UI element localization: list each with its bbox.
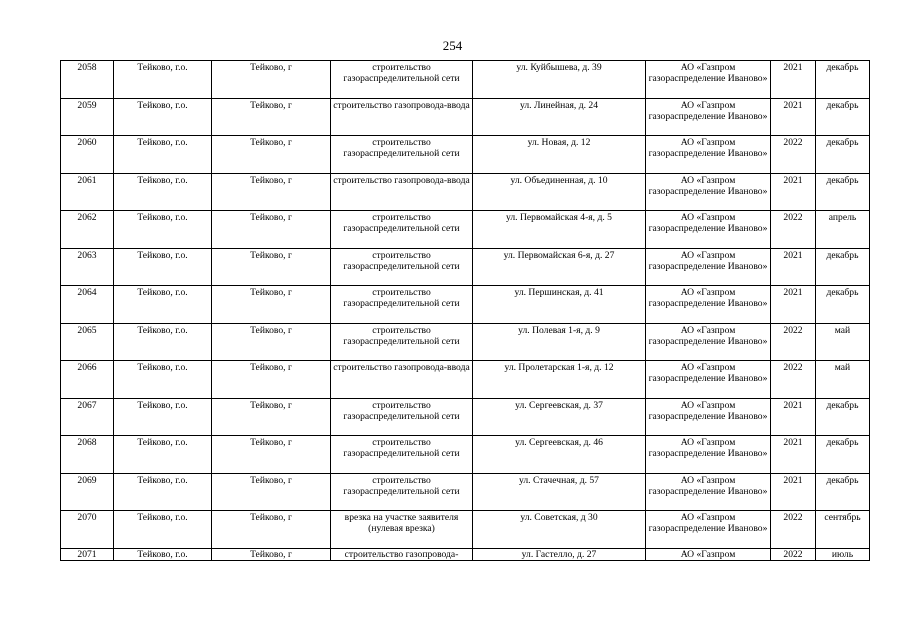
cell-locality: Тейково, г xyxy=(212,248,331,286)
cell-organization: АО «Газпром газораспределение Иваново» xyxy=(646,323,771,361)
cell-organization: АО «Газпром газораспределение Иваново» xyxy=(646,173,771,211)
cell-number: 2063 xyxy=(61,248,114,286)
cell-month: декабрь xyxy=(816,286,870,324)
table-row xyxy=(61,323,870,361)
cell-number: 2066 xyxy=(61,361,114,399)
cell-locality: Тейково, г xyxy=(212,436,331,474)
cell-number: 2070 xyxy=(61,511,114,549)
cell-organization: АО «Газпром газораспределение Иваново» xyxy=(646,511,771,549)
cell-organization: АО «Газпром газораспределение Иваново» xyxy=(646,211,771,249)
cell-district: Тейково, г.о. xyxy=(114,248,212,286)
cell-district: Тейково, г.о. xyxy=(114,286,212,324)
table-row xyxy=(61,473,870,511)
cell-year: 2022 xyxy=(771,211,816,249)
cell-address: ул. Сергеевская, д. 37 xyxy=(473,398,646,436)
table-row xyxy=(61,173,870,211)
table-row xyxy=(61,286,870,324)
cell-number: 2068 xyxy=(61,436,114,474)
cell-organization: АО «Газпром газораспределение Иваново» xyxy=(646,436,771,474)
cell-address: ул. Линейная, д. 24 xyxy=(473,98,646,136)
cell-number: 2065 xyxy=(61,323,114,361)
cell-address: ул. Сергеевская, д. 46 xyxy=(473,436,646,474)
cell-district: Тейково, г.о. xyxy=(114,398,212,436)
cell-work-type: строительство газораспределительной сети xyxy=(331,248,473,286)
cell-address: ул. Пролетарская 1-я, д. 12 xyxy=(473,361,646,399)
cell-locality: Тейково, г xyxy=(212,323,331,361)
table-row xyxy=(61,436,870,474)
cell-address: ул. Первомайская 4-я, д. 5 xyxy=(473,211,646,249)
cell-locality: Тейково, г xyxy=(212,473,331,511)
cell-organization: АО «Газпром газораспределение Иваново» xyxy=(646,398,771,436)
cell-month: декабрь xyxy=(816,436,870,474)
cell-year: 2022 xyxy=(771,136,816,174)
cell-number: 2059 xyxy=(61,98,114,136)
cell-work-type: врезка на участке заявителя (нулевая врезка) xyxy=(331,511,473,549)
cell-month: сентябрь xyxy=(816,511,870,549)
cell-district: Тейково, г.о. xyxy=(114,211,212,249)
cell-year: 2022 xyxy=(771,548,816,560)
cell-month: декабрь xyxy=(816,398,870,436)
cell-month: апрель xyxy=(816,211,870,249)
cell-year: 2021 xyxy=(771,473,816,511)
cell-organization: АО «Газпром газораспределение Иваново» xyxy=(646,98,771,136)
cell-district: Тейково, г.о. xyxy=(114,136,212,174)
cell-address: ул. Куйбышева, д. 39 xyxy=(473,61,646,99)
cell-organization: АО «Газпром газораспределение Иваново» xyxy=(646,473,771,511)
cell-work-type: строительство газораспределительной сети xyxy=(331,211,473,249)
cell-address: ул. Стачечная, д. 57 xyxy=(473,473,646,511)
cell-work-type: строительство газопровода- xyxy=(331,548,473,560)
cell-work-type: строительство газопровода-ввода xyxy=(331,98,473,136)
cell-district: Тейково, г.о. xyxy=(114,473,212,511)
cell-year: 2022 xyxy=(771,361,816,399)
cell-number: 2060 xyxy=(61,136,114,174)
cell-year: 2021 xyxy=(771,98,816,136)
cell-number: 2067 xyxy=(61,398,114,436)
table-row xyxy=(61,211,870,249)
cell-work-type: строительство газораспределительной сети xyxy=(331,136,473,174)
cell-organization: АО «Газпром газораспределение Иваново» xyxy=(646,61,771,99)
cell-work-type: строительство газораспределительной сети xyxy=(331,286,473,324)
cell-locality: Тейково, г xyxy=(212,361,331,399)
cell-locality: Тейково, г xyxy=(212,548,331,560)
gasification-table xyxy=(60,60,870,561)
cell-district: Тейково, г.о. xyxy=(114,323,212,361)
table-row xyxy=(61,398,870,436)
cell-address: ул. Першинская, д. 41 xyxy=(473,286,646,324)
cell-work-type: строительство газораспределительной сети xyxy=(331,323,473,361)
cell-address: ул. Полевая 1-я, д. 9 xyxy=(473,323,646,361)
table-row xyxy=(61,361,870,399)
page-number: 254 xyxy=(442,38,463,53)
cell-work-type: строительство газораспределительной сети xyxy=(331,61,473,99)
cell-year: 2021 xyxy=(771,61,816,99)
cell-month: декабрь xyxy=(816,248,870,286)
cell-locality: Тейково, г xyxy=(212,286,331,324)
cell-month: май xyxy=(816,361,870,399)
cell-address: ул. Гастелло, д. 27 xyxy=(473,548,646,560)
cell-year: 2021 xyxy=(771,398,816,436)
cell-month: декабрь xyxy=(816,473,870,511)
cell-number: 2069 xyxy=(61,473,114,511)
cell-number: 2064 xyxy=(61,286,114,324)
cell-work-type: строительство газораспределительной сети xyxy=(331,473,473,511)
cell-address: ул. Новая, д. 12 xyxy=(473,136,646,174)
cell-year: 2021 xyxy=(771,436,816,474)
table-row xyxy=(61,548,870,560)
cell-work-type: строительство газораспределительной сети xyxy=(331,398,473,436)
cell-district: Тейково, г.о. xyxy=(114,436,212,474)
cell-district: Тейково, г.о. xyxy=(114,61,212,99)
cell-number: 2061 xyxy=(61,173,114,211)
cell-locality: Тейково, г xyxy=(212,98,331,136)
cell-number: 2062 xyxy=(61,211,114,249)
cell-month: май xyxy=(816,323,870,361)
cell-number: 2058 xyxy=(61,61,114,99)
table-row xyxy=(61,98,870,136)
cell-district: Тейково, г.о. xyxy=(114,98,212,136)
cell-locality: Тейково, г xyxy=(212,211,331,249)
cell-number: 2071 xyxy=(61,548,114,560)
cell-district: Тейково, г.о. xyxy=(114,173,212,211)
cell-locality: Тейково, г xyxy=(212,136,331,174)
table-row xyxy=(61,248,870,286)
cell-address: ул. Первомайская 6-я, д. 27 xyxy=(473,248,646,286)
cell-district: Тейково, г.о. xyxy=(114,511,212,549)
table-row xyxy=(61,511,870,549)
cell-locality: Тейково, г xyxy=(212,61,331,99)
cell-work-type: строительство газопровода-ввода xyxy=(331,173,473,211)
table-row xyxy=(61,61,870,99)
cell-month: декабрь xyxy=(816,173,870,211)
cell-year: 2022 xyxy=(771,323,816,361)
table-row xyxy=(61,136,870,174)
cell-district: Тейково, г.о. xyxy=(114,361,212,399)
cell-locality: Тейково, г xyxy=(212,511,331,549)
cell-year: 2021 xyxy=(771,248,816,286)
cell-work-type: строительство газораспределительной сети xyxy=(331,436,473,474)
cell-work-type: строительство газопровода-ввода xyxy=(331,361,473,399)
cell-organization: АО «Газпром xyxy=(646,548,771,560)
cell-organization: АО «Газпром газораспределение Иваново» xyxy=(646,361,771,399)
cell-month: июль xyxy=(816,548,870,560)
cell-organization: АО «Газпром газораспределение Иваново» xyxy=(646,136,771,174)
cell-organization: АО «Газпром газораспределение Иваново» xyxy=(646,286,771,324)
cell-locality: Тейково, г xyxy=(212,173,331,211)
cell-address: ул. Советская, д 30 xyxy=(473,511,646,549)
cell-month: декабрь xyxy=(816,136,870,174)
cell-year: 2022 xyxy=(771,511,816,549)
cell-year: 2021 xyxy=(771,286,816,324)
cell-organization: АО «Газпром газораспределение Иваново» xyxy=(646,248,771,286)
cell-district: Тейково, г.о. xyxy=(114,548,212,560)
cell-address: ул. Объединенная, д. 10 xyxy=(473,173,646,211)
cell-year: 2021 xyxy=(771,173,816,211)
cell-locality: Тейково, г xyxy=(212,398,331,436)
cell-month: декабрь xyxy=(816,98,870,136)
cell-month: декабрь xyxy=(816,61,870,99)
